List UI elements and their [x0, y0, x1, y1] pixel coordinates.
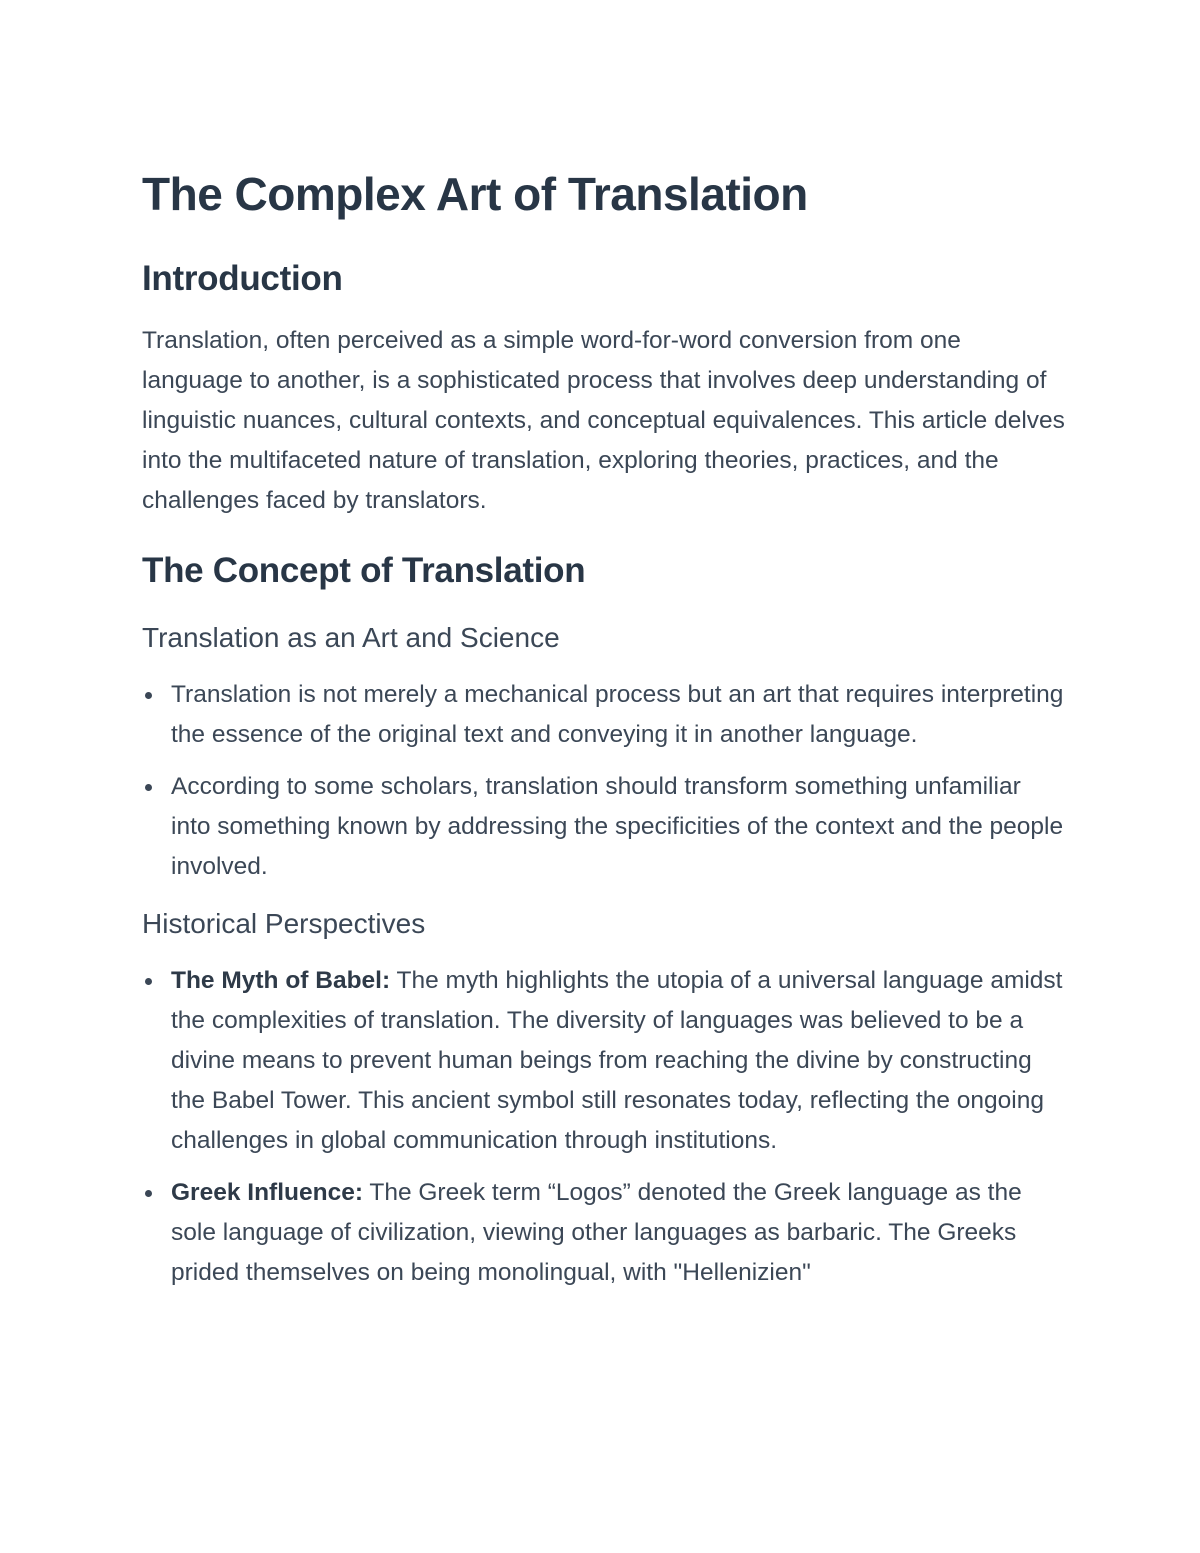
- list-item-term: The Myth of Babel:: [171, 967, 391, 994]
- list-item-term: Greek Influence:: [171, 1179, 363, 1206]
- bullet-icon: [145, 692, 152, 699]
- list-item: [142, 961, 1067, 1161]
- section-heading-introduction: Introduction: [142, 259, 343, 298]
- list-item-text: Translation is not merely a mechanical process but an art that requires interpreting the essence of the original text and conveying it in another language.: [171, 681, 1064, 748]
- bullet-icon: [145, 978, 152, 985]
- subsection-heading-art-science: Translation as an Art and Science: [142, 622, 560, 653]
- list-item: [142, 1173, 1067, 1293]
- subsection-heading-historical: Historical Perspectives: [142, 908, 426, 939]
- list-item-text: The myth highlights the utopia of a universal language amidst the complexities of translation. The diversity of languages was believed to be a divine means to prevent human beings from reaching the divine by constructing the Babel Tower. This ancient symbol still resonates today, reflecting the ongoing challenges in global communication through institutions.: [171, 967, 1063, 1154]
- list-item: [142, 675, 1067, 755]
- bullet-icon: [145, 1190, 152, 1197]
- list-item: [142, 767, 1067, 887]
- document-page: [142, 163, 1067, 1305]
- historical-list: [142, 961, 1067, 1293]
- list-item-text: The Greek term “Logos” denoted the Greek language as the sole language of civilization, viewing other languages as barbaric. The Greeks prided themselves on being monolingual, with "Hellenizien": [171, 1179, 1022, 1286]
- document-title: The Complex Art of Translation: [142, 168, 808, 220]
- list-item-text: According to some scholars, translation should transform something unfamiliar into something known by addressing the specificities of the context and the people involved.: [171, 773, 1064, 880]
- art-science-list: [142, 675, 1067, 887]
- bullet-icon: [145, 784, 152, 791]
- introduction-paragraph: Translation, often perceived as a simple word-for-word conversion from one language to another, is a sophisticated process that involves deep understanding of linguistic nuances, cultural contexts, and conceptual equivalences. This article delves into the multifaceted nature of translation, exploring theories, practices, and the challenges faced by translators.: [142, 327, 1065, 514]
- section-heading-concept: The Concept of Translation: [142, 551, 586, 590]
